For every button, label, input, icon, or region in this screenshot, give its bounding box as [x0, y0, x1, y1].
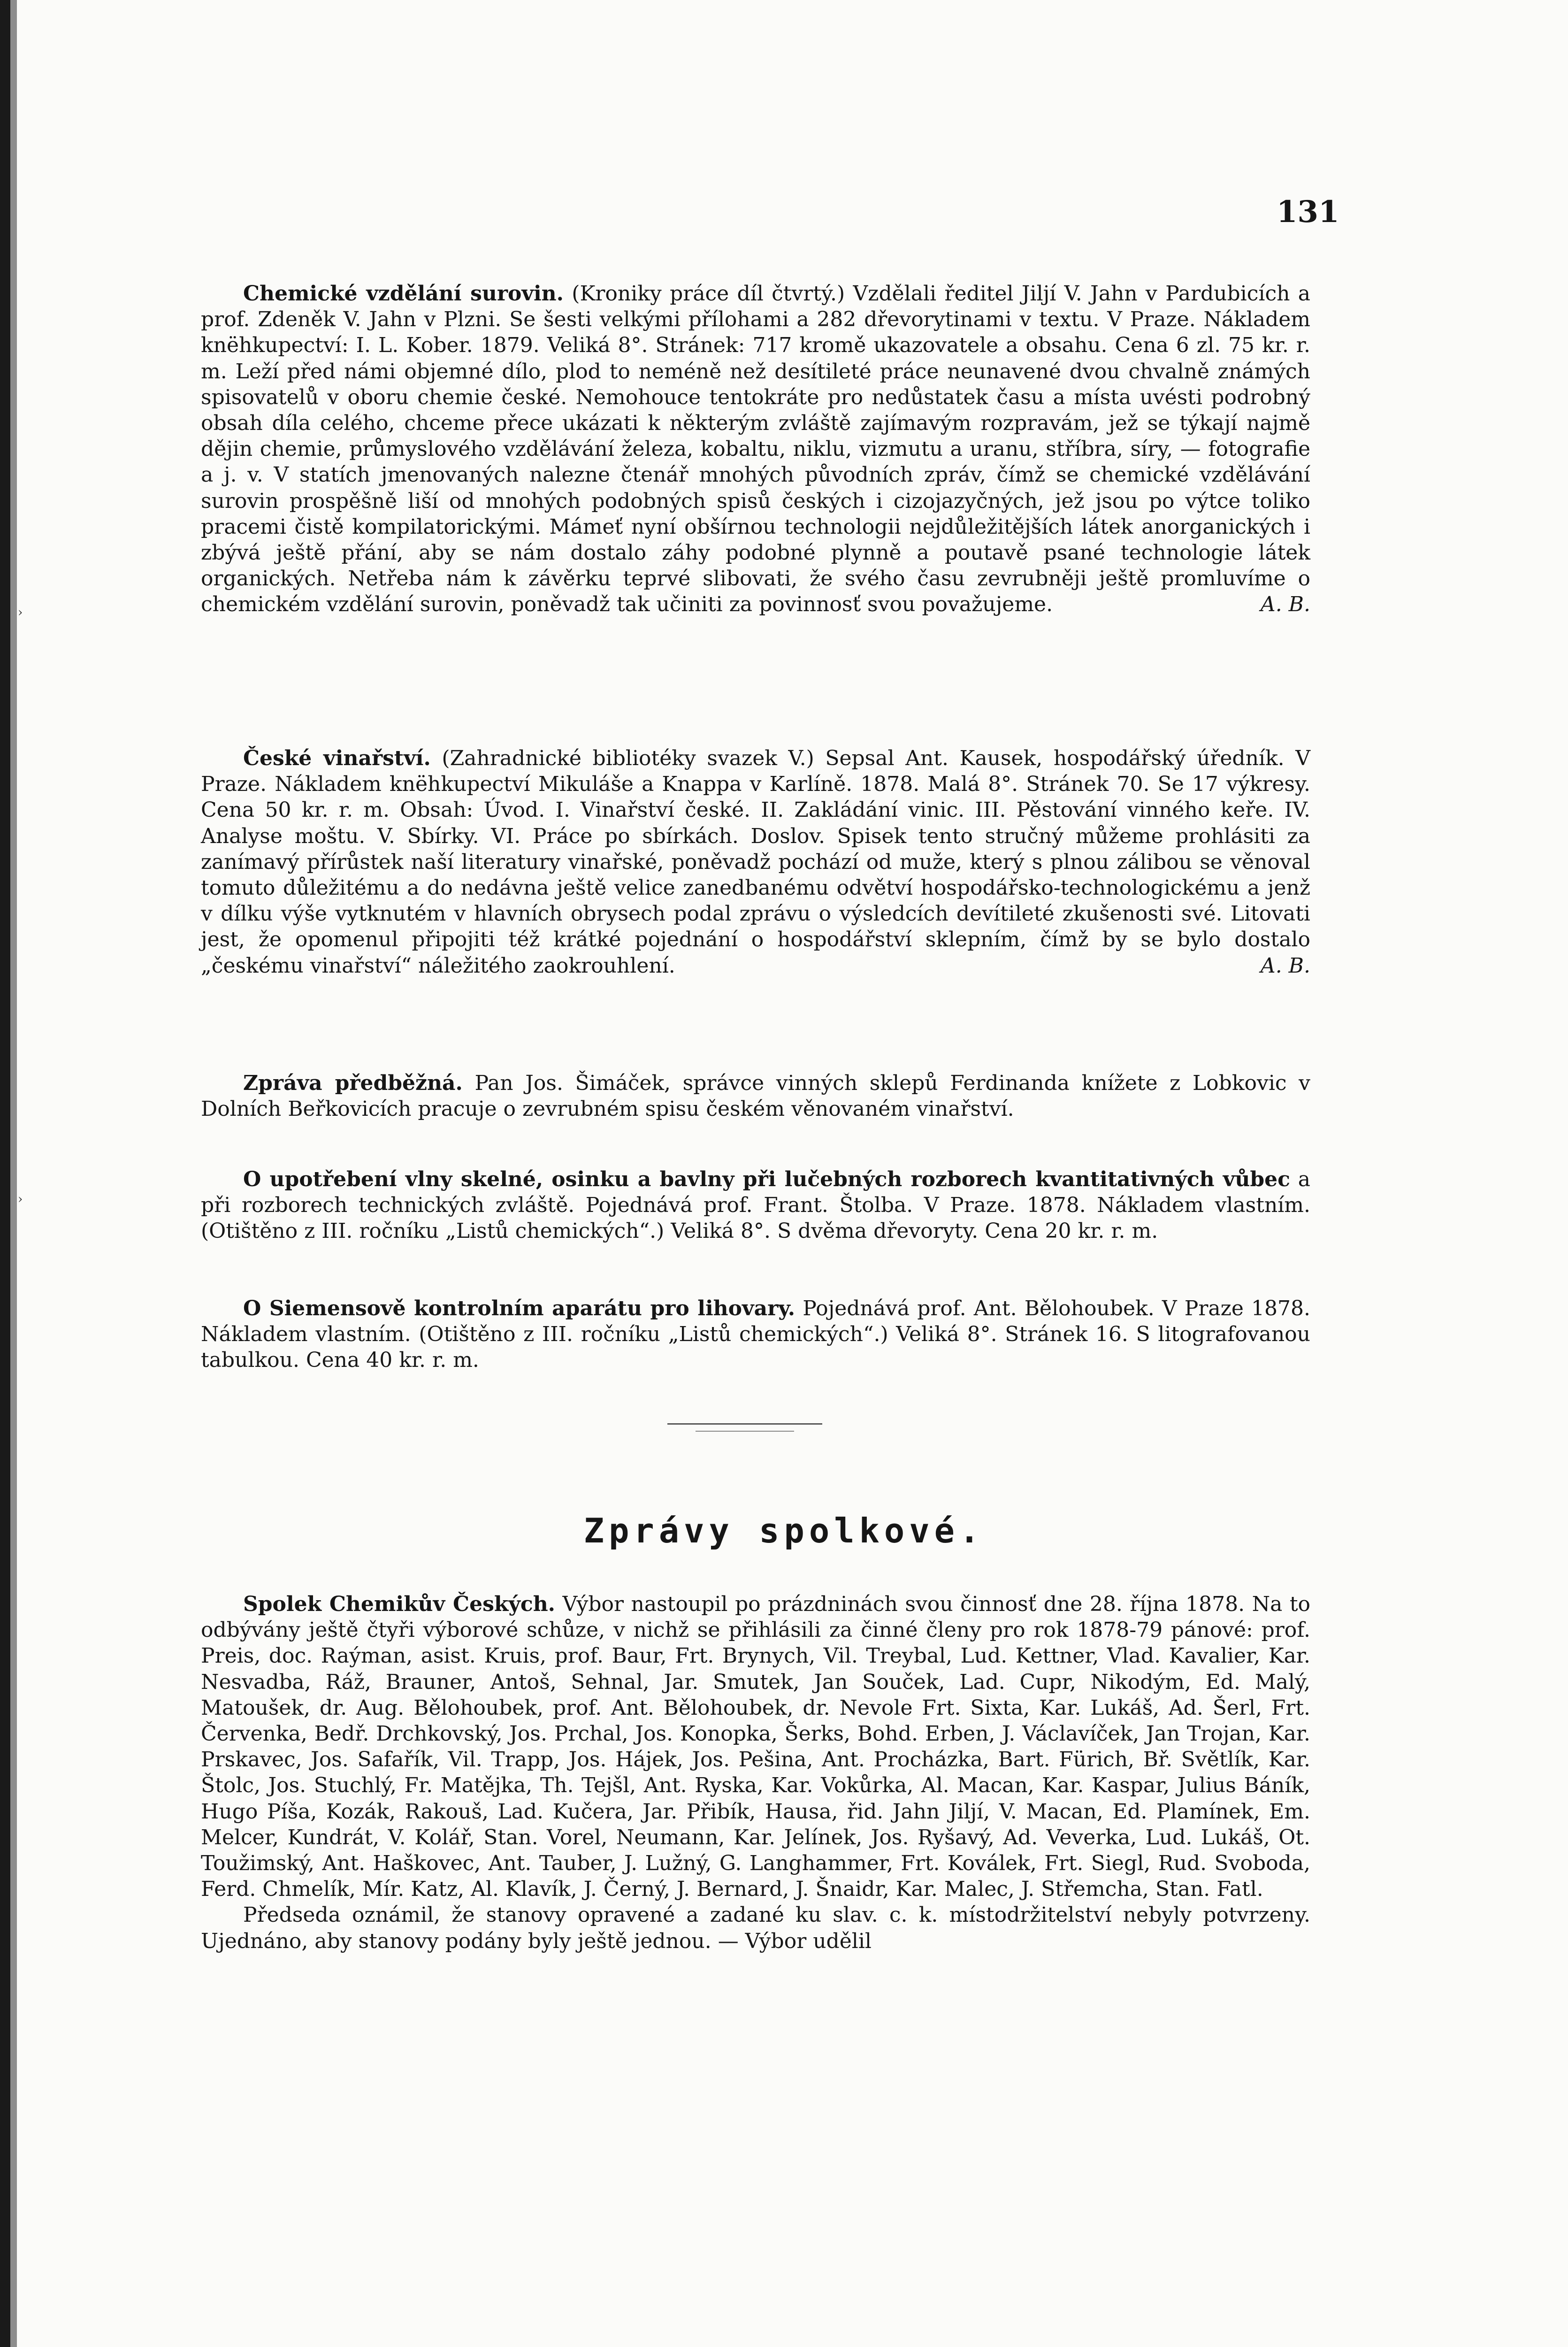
entry-paragraph: Předseda oznámil, že stanovy opravené a zadané ku slav. c. k. místodržitelství nebyly potvrzeny. Ujednáno, aby stanovy podány byly ještě jednou. — Výbor udělil — [201, 1903, 1310, 1953]
entry-body: (Kroniky práce díl čtvrtý.) Vzdělali ředitel Jiljí V. Jahn v Pardubicích a prof. Zdeněk V. Jahn v Plzni. Se šesti velkými přílohami a 282 dřevorytinami v textu. V Praze. Nákladem knëhkupectví: I. L. Kober. 1879. Veliká 8°. Stránek: 717 kromě ukazovatele a obsahu. Cena 6 zl. 75 kr. r. m. Leží před námi objemné dílo, plod to neméně než desítileté práce neunavené dvou chvalně známých spisovatelů v oboru chemie české. Nemohouce tentokráte pro nedůstatek času a místa uvésti podrobný obsah díla celého, chceme přece ukázati k některým zvláště zajímavým rozpravám, jež se týkají najmě dějin chemie, průmyslového vzdělávání železa, kobaltu, niklu, vizmutu a uranu, stříbra, síry, — fotografie a j. v. V statích jmenovaných nalezne čtenář mnohých původních zpráv, čímž se chemické vzdělávání surovin prospěšně liší od mnohých podobných spisů českých i cizojazyčných, jež jsou po výtce toliko pracemi čistě kompilatorickými. Mámeť nyní obšírnou technologii nejdůležitějších látek anorganických i zbývá ještě přání, aby se nám dostalo záhy podobné plynně a poutavě psané technologie látek organických. Netřeba nám k závěrku teprvé slibovati, že svého času zevrubněji ještě promluvíme o chemickém vzdělání surovin, poněvadž tak učiniti za povinnosť svou považujeme. — [201, 282, 1310, 617]
entry-signature: A. B. — [1260, 953, 1310, 978]
margin-mark: › — [18, 1192, 23, 1206]
entry-chemicke — [201, 281, 1310, 618]
section-divider — [696, 1431, 794, 1432]
entry-heading: Spolek Chemikův Českých. — [243, 1592, 555, 1616]
section-title: Zprávy spolkové. — [583, 1511, 985, 1550]
entry-vinarstvi — [201, 745, 1310, 979]
entry-body: Výbor nastoupil po prázdninách svou činnosť dne 28. října 1878. Na to odbývány ještě čtyři výborové schůze, v nichž se přihlásili za činné členy pro rok 1878-79 pánové: prof. Preis, doc. Raýman, asist. Kruis, prof. Baur, Frt. Brynych, Vil. Treybal, Lud. Kettner, Vlad. Kavalier, Kar. Nesvadba, Ráž, Brauner, Antoš, Sehnal, Jar. Smutek, Jan Souček, Lad. Cupr, Nikodým, Ed. Malý, Matoušek, dr. Aug. Bělohoubek, prof. Ant. Bělohoubek, dr. Nevole Frt. Sixta, Kar. Lukáš, Ad. Šerl, Frt. Červenka, Bedř. Drchkovský, Jos. Prchal, Jos. Konopka, Šerks, Bohd. Erben, J. Václavíček, Jan Trojan, Kar. Prskavec, Jos. Safařík, Vil. Trapp, Jos. Hájek, Jos. Pešina, Ant. Procházka, Bart. Fürich, Bř. Světlík, Kar. Štolc, Jos. Stuchlý, Fr. Matějka, Th. Tejšl, Ant. Ryska, Kar. Vokůrka, Al. Macan, Kar. Kaspar, Julius Báník, Hugo Píša, Kozák, Rakouš, Lad. Kučera, Jar. Přibík, Hausa, řid. Jahn Jiljí, V. Macan, Ed. Plamínek, Em. Melcer, Kundrát, V. Kolář, Stan. Vorel, Neumann, Kar. Jelínek, Jos. Ryšavý, Ad. Veverka, Lud. Lukáš, Ot. Toužimský, Ant. Haškovec, Ant. Tauber, J. Lužný, G. Langhammer, Frt. Koválek, Frt. Siegl, Rud. Svoboda, Ferd. Chmelík, Mír. Katz, Al. Klavík, J. Černý, J. Bernard, J. Šnaidr, Kar. Malec, J. Střemcha, Stan. Fatl. — [201, 1592, 1310, 1902]
entry-zprava — [201, 1070, 1310, 1122]
entry-heading: Zpráva předběžná. — [243, 1071, 463, 1095]
page-number: 131 — [1277, 194, 1339, 230]
binding-shadow — [10, 0, 17, 2347]
entry-upotrebeni — [201, 1166, 1310, 1244]
entry-signature: A. B. — [1260, 592, 1310, 617]
entry-body: Pan Jos. Šimáček, správce vinných sklepů Ferdinanda knížete z Lobkovic v Dolních Beřkovicích pracuje o zevrubném spisu českém věnovaném vinařství. — [201, 1071, 1310, 1121]
entry-heading: Chemické vzdělání surovin. — [243, 282, 564, 306]
entry-heading: České vinařství. — [243, 746, 431, 770]
section-divider — [667, 1423, 822, 1425]
entry-siemens — [201, 1296, 1310, 1373]
entry-body: (Zahradnické bibliotéky svazek V.) Sepsal Ant. Kausek, hospodářský úředník. V Praze. Nákladem knëhkupectví Mikuláše a Knappa v Karlíně. 1878. Malá 8°. Stránek 70. Se 17 výkresy. Cena 50 kr. r. m. Obsah: Úvod. I. Vinařství české. II. Zakládání vinic. III. Pěstování vinného keře. IV. Analyse moštu. V. Sbírky. VI. Práce po sbírkách. Doslov. Spisek tento stručný můžeme prohlásiti za zanímavý přírůstek naší literatury vinařské, poněvadž pochází od muže, který s plnou zálibou se věnoval tomuto důležitému a do nedávna ještě velice zanedbanému odvětví hospodářsko-technologickému a jenž v dílku výše vytknutém v hlavních obrysech podal zprávu o výsledcích devítileté zkušenosti své. Litovati jest, že opomenul připojiti též krátké pojednání o hospodářství sklepním, čímž by se bylo dostalo „českému vinařství“ náležitého zaokrouhlení. — [201, 746, 1310, 978]
entry-heading: O Siemensově kontrolním aparátu pro lihovary. — [243, 1296, 795, 1320]
entry-heading: O upotřebení vlny skelné, osinku a bavlny při lučebných rozborech kvantitativných vůbec — [243, 1167, 1290, 1191]
entry-body: Pojednává prof. Ant. Bělohoubek. V Praze 1878. Nákladem vlastním. (Otištěno z III. ročníku „Listů chemických“.) Veliká 8°. Stránek 16. S litografovanou tabulkou. Cena 40 kr. r. m. — [201, 1296, 1310, 1373]
binding-edge — [0, 0, 10, 2347]
margin-mark: › — [18, 606, 23, 620]
entry-spolek — [201, 1591, 1310, 1954]
entry-body: a při rozborech technických zvláště. Pojednává prof. Frant. Štolba. V Praze. 1878. Nákladem vlastním. (Otištěno z III. ročníku „Listů chemických“.) Veliká 8°. S dvěma dřevoryty. Cena 20 kr. r. m. — [201, 1167, 1311, 1243]
